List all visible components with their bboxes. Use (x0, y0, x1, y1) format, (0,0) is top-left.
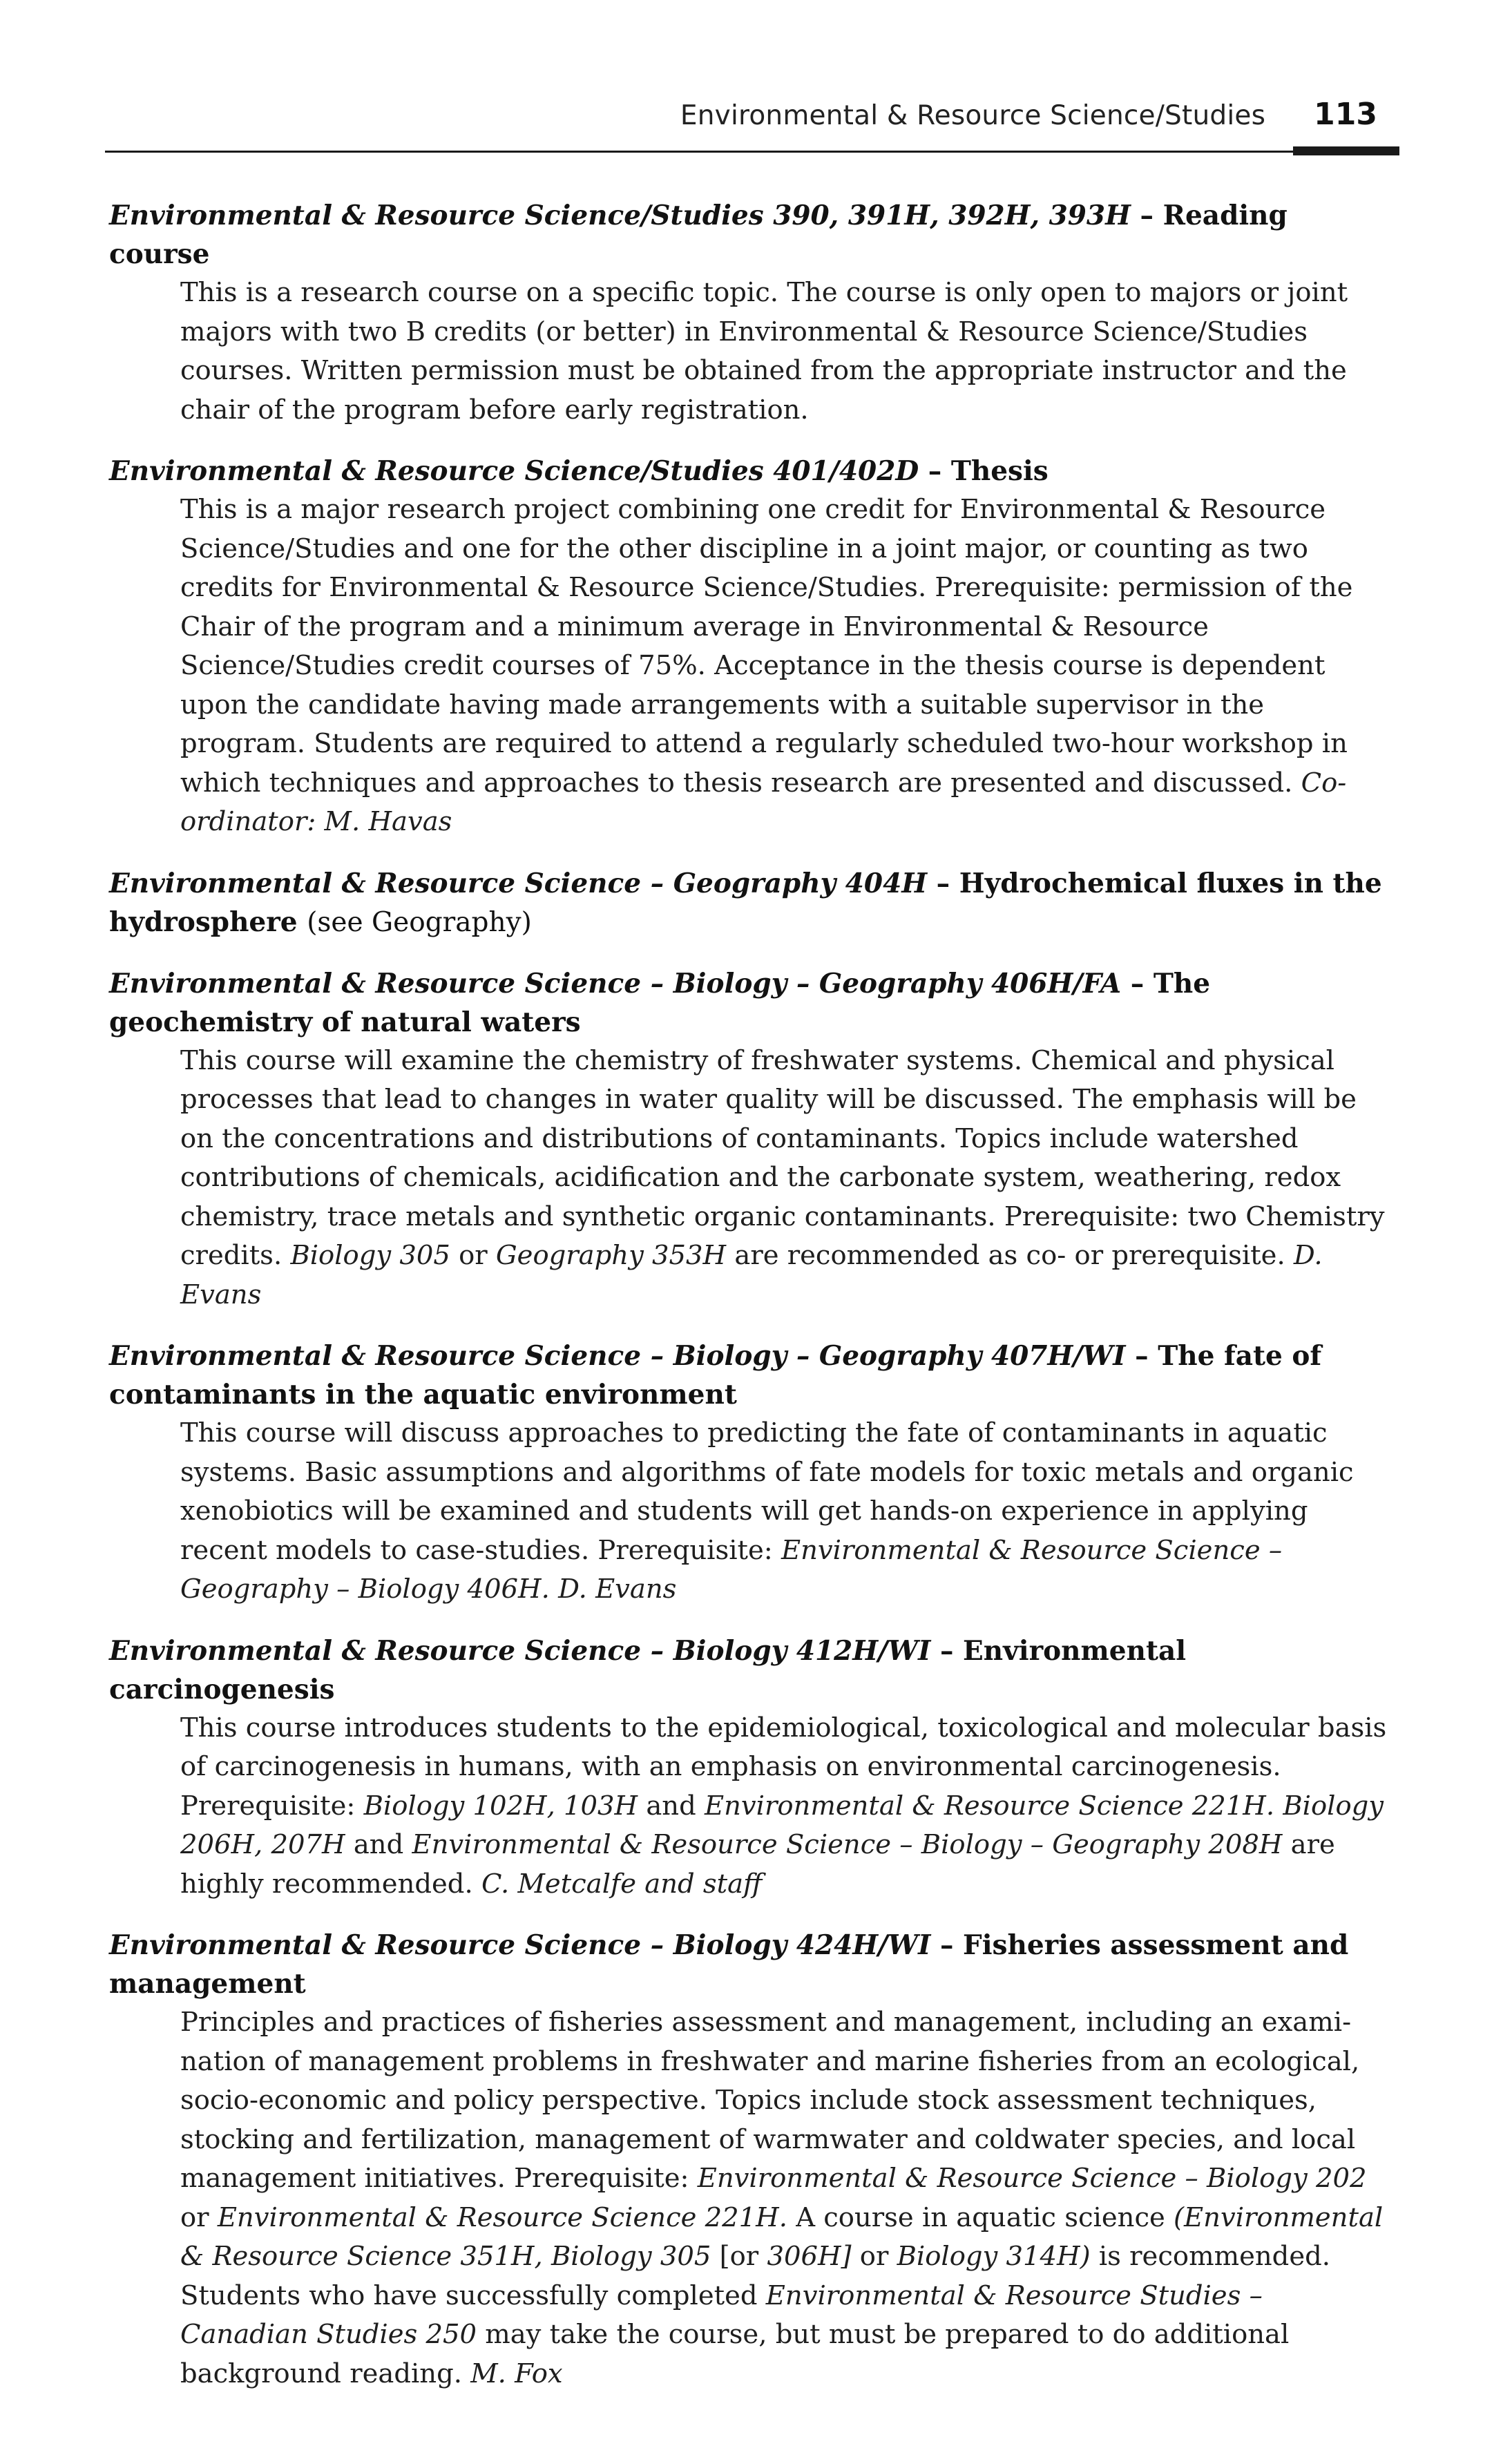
course-instructor: D. Evans (558, 1574, 677, 1605)
course-instructor: Co-ordinator: M. Havas (180, 767, 1347, 837)
title-separator: – (1121, 967, 1154, 1000)
course-entry (109, 196, 1394, 430)
title-separator: – (930, 1634, 964, 1667)
cross-reference-note: (see Geography) (307, 906, 532, 938)
course-entry (109, 1337, 1394, 1609)
course-title (109, 1632, 1394, 1709)
title-separator: – (927, 867, 959, 899)
course-reference: Biology 314H) (897, 2241, 1091, 2272)
description-text: Principles and practices of fisheries assessment and management, including an examination of management problems in freshwater and marine fisheries from an ecological, socio-economic and policy perspective. Topics include stock assessment techniques, stocking and fertilization, management of warmwater and coldwater species, and local management initiatives. Prerequisite: (180, 2007, 1360, 2194)
course-reference: Biology 102H, 103H (363, 1790, 638, 1822)
course-reference: Environmental & Resource Studies – Canadian Studies 250 (180, 2280, 1263, 2350)
description-text: or (450, 1240, 496, 1271)
course-title (109, 196, 1394, 274)
description-text: or (851, 2241, 897, 2272)
course-reference: 306H] (767, 2241, 852, 2272)
course-reference: (Environmental & Resource Science 351H, Biology 305 (180, 2201, 1384, 2272)
course-entry (109, 1632, 1394, 1904)
page-number: 113 (1314, 97, 1377, 132)
title-separator: – (1125, 1340, 1158, 1372)
course-reference: Environmental & Resource Science – Biology – Geography 208H (412, 1829, 1283, 1860)
course-title (109, 964, 1394, 1042)
description-text: and (345, 1829, 412, 1860)
course-name: Reading course (109, 200, 1288, 270)
course-instructor: D. Evans (180, 1240, 1323, 1310)
title-separator: – (1130, 200, 1163, 231)
course-code: Environmental & Resource Science/Studies 390, 391H, 392H, 393H (109, 200, 1131, 231)
course-entry (109, 864, 1394, 942)
course-description (180, 1042, 1394, 1315)
course-code: Environmental & Resource Science/Studies 401/402D (109, 455, 919, 487)
course-description (180, 2003, 1394, 2393)
course-entry (109, 452, 1394, 842)
course-name: Hydrochemical fluxes in the hydrosphere (109, 867, 1382, 938)
course-instructor: M. Fox (470, 2358, 563, 2389)
course-code: Environmental & Resource Science – Biology – Geography 407H/WI (109, 1340, 1126, 1372)
description-text: may take the course, but must be prepared to do additional background reading. (180, 2319, 1290, 2389)
course-code: Environmental & Resource Science – Geography 404H (109, 867, 928, 899)
description-text: This course will discuss approaches to predicting the fate of contaminants in aquatic systems. Basic assumptions and algorithms of fate models for toxic metals and organic xenobiotics will be examined and students will get hands-on experience in applying recent models to case-studies. Prerequisite: (180, 1417, 1354, 1566)
course-reference: Geography 353H (495, 1240, 727, 1271)
description-text: is recommended. Students who have successfully completed (180, 2241, 1330, 2311)
course-title (109, 864, 1394, 942)
course-entry (109, 1926, 1394, 2393)
course-reference: Environmental & Resource Science – Geography – Biology 406H. (180, 1534, 1283, 1605)
header-rule (105, 151, 1399, 153)
description-text: and (638, 1790, 705, 1822)
course-entry (109, 964, 1394, 1315)
course-title (109, 1926, 1394, 2003)
description-text: [or (711, 2241, 767, 2272)
description-text: This is a major research project combining one credit for Environmental & Resource Science/Studies and one for the other discipline in a joint major, or counting as two credits for Environmental & Resource Science/Studies. Prerequisite: permission of the Chair of the program and a minimum average in Environmental & Resource Science/Studies credit courses of 75%. Acceptance in the thesis course is dependent upon the candidate having made arrangements with a suitable supervisor in the program. Students are required to attend a regularly scheduled two-hour workshop in which techniques and approaches to thesis research are presented and discussed. (180, 494, 1353, 799)
course-list (109, 196, 1394, 2416)
course-reference: Environmental & Resource Science – Biology 202 (697, 2163, 1367, 2194)
course-code: Environmental & Resource Science – Biology 412H/WI (109, 1634, 931, 1667)
course-description (180, 274, 1394, 430)
course-description (180, 1414, 1394, 1609)
description-text: A course in aquatic science (787, 2201, 1174, 2233)
description-text: This course introduces students to the epidemiological, toxicological and molecular basis of carcinogenesis in humans, with an emphasis on environmental carcinogenesis. Prerequisite: (180, 1712, 1387, 1822)
course-name: The geochemistry of natural waters (109, 967, 1211, 1038)
course-name: Environmental carcinogenesis (109, 1634, 1187, 1705)
header-rule-tab (1293, 146, 1399, 155)
course-reference: Environmental & Resource Science 221H. (217, 2201, 787, 2233)
running-head-section: Environmental & Resource Science/Studies (680, 100, 1266, 131)
title-separator: – (919, 455, 951, 487)
course-name: Fisheries assessment and management (109, 1929, 1349, 2000)
title-separator: – (930, 1929, 964, 1961)
description-text: This is a research course on a specific topic. The course is only open to majors or joint majors with two B credits (or better) in Environmental & Resource Science/Studies courses. Written permission must be obtained from the appropriate instructor and the chair of the program before early registration. (180, 277, 1348, 426)
course-instructor: C. Metcalfe and staff (481, 1868, 763, 1900)
course-title (109, 452, 1394, 490)
course-reference: Environmental & Resource Science 221H. Biology 206H, 207H (180, 1790, 1384, 1860)
description-text: or (180, 2201, 218, 2233)
description-text: are highly recommended. (180, 1829, 1335, 1900)
course-name: The fate of contaminants in the aquatic environment (109, 1340, 1322, 1411)
course-reference: Biology 305 (290, 1240, 450, 1271)
course-code: Environmental & Resource Science – Biology – Geography 406H/FA (109, 967, 1122, 1000)
course-name: Thesis (950, 455, 1049, 487)
course-code: Environmental & Resource Science – Biology 424H/WI (109, 1929, 931, 1961)
description-text: This course will examine the chemistry of freshwater systems. Chemical and physical processes that lead to changes in water quality will be discussed. The emphasis will be on the concentrations and distributions of contaminants. Topics include watershed contributions of chemicals, acidification and the carbonate system, weathering, redox chemistry, trace metals and synthetic organic contaminants. Prerequisite: two Chemistry credits. (180, 1044, 1385, 1271)
course-description (180, 1709, 1394, 1904)
running-head (105, 97, 1377, 145)
description-text: are recommended as co- or prerequisite. (726, 1240, 1294, 1271)
course-title (109, 1337, 1394, 1414)
course-description (180, 490, 1394, 842)
